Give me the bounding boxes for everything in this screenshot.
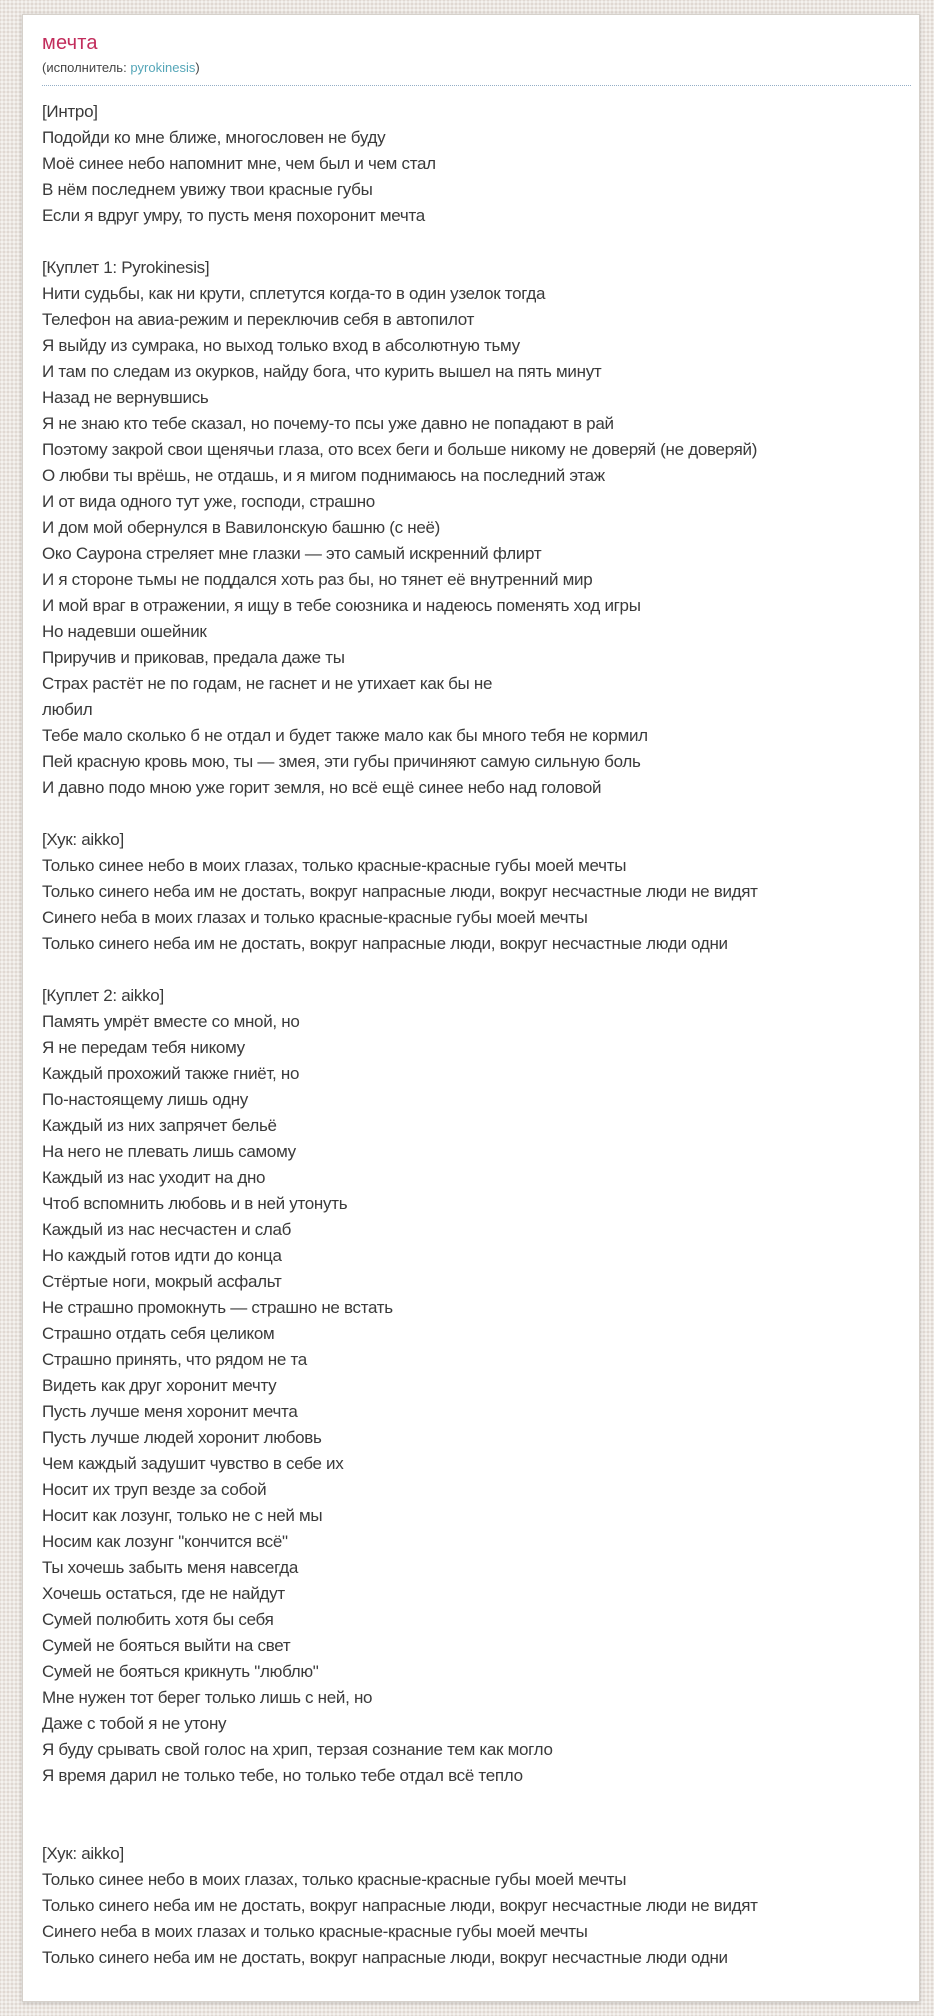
lyrics-line: И мой враг в отражении, я ищу в тебе союзника и надеюсь поменять ход игры [42, 596, 641, 615]
lyrics-line: Синего неба в моих глазах и только красные-красные губы моей мечты [42, 908, 588, 927]
lyrics-line: Сумей полюбить хотя бы себя [42, 1610, 274, 1629]
lyrics-line: Носим как лозунг "кончится всё" [42, 1532, 288, 1551]
lyrics-line: Пусть лучше людей хоронит любовь [42, 1428, 322, 1447]
lyrics-line: Носит как лозунг, только не с ней мы [42, 1506, 323, 1525]
lyrics-line: Каждый прохожий также гниёт, но [42, 1064, 300, 1083]
artist-link[interactable]: pyrokinesis [130, 60, 196, 75]
lyrics-line: Хочешь остаться, где не найдут [42, 1584, 285, 1603]
lyrics-line: Тебе мало сколько б не отдал и будет также мало как бы много тебя не кормил [42, 726, 648, 745]
lyrics-line: Только синее небо в моих глазах, только красные-красные губы моей мечты [42, 856, 627, 875]
lyrics-section [42, 983, 919, 1789]
lyrics-section [42, 1841, 919, 1971]
lyrics-line: Стёртые ноги, мокрый асфальт [42, 1272, 282, 1291]
lyrics-section [42, 99, 919, 229]
lyrics-line: Я время дарил не только тебе, но только тебе отдал всё тепло [42, 1766, 523, 1785]
lyrics-line: По-настоящему лишь одну [42, 1090, 248, 1109]
section-header: [Интро] [42, 102, 98, 121]
lyrics-line: Пей красную кровь мою, ты — змея, эти губы причиняют самую сильную боль [42, 752, 641, 771]
lyrics-line: Пусть лучше меня хоронит мечта [42, 1402, 298, 1421]
lyrics-line: Только синее небо в моих глазах, только красные-красные губы моей мечты [42, 1870, 627, 1889]
lyrics-line: Только синего неба им не достать, вокруг напрасные люди, вокруг несчастные люди одни [42, 934, 728, 953]
lyrics-line: Сумей не бояться крикнуть "люблю" [42, 1662, 319, 1681]
lyrics-line: И дом мой обернулся в Вавилонскую башню (с неё) [42, 518, 441, 537]
lyrics-line: Око Саурона стреляет мне глазки — это самый искренний флирт [42, 544, 542, 563]
lyrics-line: Назад не вернувшись [42, 388, 209, 407]
lyrics-line: На него не плевать лишь самому [42, 1142, 296, 1161]
artist-label: (исполнитель: [42, 60, 127, 75]
lyrics-card [22, 14, 920, 2002]
section-header: [Куплет 2: aikko] [42, 986, 164, 1005]
section-header: [Куплет 1: Pyrokinesis] [42, 258, 210, 277]
lyrics-line: Страшно принять, что рядом не та [42, 1350, 307, 1369]
lyrics-line: Каждый из нас уходит на дно [42, 1168, 266, 1187]
lyrics-line: Я буду срывать свой голос на хрип, терзая сознание тем как могло [42, 1740, 553, 1759]
lyrics-line: Только синего неба им не достать, вокруг напрасные люди, вокруг несчастные люди не видят [42, 1896, 758, 1915]
lyrics-line: И там по следам из окурков, найду бога, что курить вышел на пять минут [42, 362, 602, 381]
lyrics-line: Я выйду из сумрака, но выход только вход в абсолютную тьму [42, 336, 520, 355]
lyrics-line: Моё синее небо напомнит мне, чем был и чем стал [42, 154, 436, 173]
lyrics-line: Чем каждый задушит чувство в себе их [42, 1454, 344, 1473]
lyrics-line: Память умрёт вместе со мной, но [42, 1012, 300, 1031]
lyrics-line: Но каждый готов идти до конца [42, 1246, 282, 1265]
lyrics-line: Каждый из них запрячет бельё [42, 1116, 277, 1135]
lyrics-line: В нём последнем увижу твои красные губы [42, 180, 373, 199]
lyrics-line: Телефон на авиа-режим и переключив себя в автопилот [42, 310, 475, 329]
lyrics-line: Страшно отдать себя целиком [42, 1324, 275, 1343]
lyrics-line: Приручив и приковав, предала даже ты [42, 648, 345, 667]
lyrics-line: Видеть как друг хоронит мечту [42, 1376, 277, 1395]
song-title: мечта [42, 32, 98, 54]
lyrics-line: Носит их труп везде за собой [42, 1480, 267, 1499]
song-header [42, 31, 911, 86]
section-header: [Хук: aikko] [42, 1844, 124, 1863]
lyrics-line: Страх растёт не по годам, не гаснет и не утихает как бы не [42, 674, 493, 693]
lyrics-line: любил [42, 700, 93, 719]
lyrics-line: Но надевши ошейник [42, 622, 207, 641]
lyrics-line: Только синего неба им не достать, вокруг напрасные люди, вокруг несчастные люди не видят [42, 882, 758, 901]
artist-label-close: ) [195, 60, 200, 75]
lyrics-section [42, 255, 919, 801]
lyrics-line: Не страшно промокнуть — страшно не встать [42, 1298, 393, 1317]
lyrics-line: Ты хочешь забыть меня навсегда [42, 1558, 298, 1577]
lyrics-line: Синего неба в моих глазах и только красные-красные губы моей мечты [42, 1922, 588, 1941]
lyrics-line: Подойди ко мне ближе, многословен не буду [42, 128, 386, 147]
lyrics-line: Каждый из нас несчастен и слаб [42, 1220, 292, 1239]
lyrics-section [42, 827, 919, 957]
lyrics-line: Даже с тобой я не утону [42, 1714, 227, 1733]
lyrics-line: Нити судьбы, как ни крути, сплетутся когда-то в один узелок тогда [42, 284, 546, 303]
lyrics-line: Только синего неба им не достать, вокруг напрасные люди, вокруг несчастные люди одни [42, 1948, 728, 1967]
artist-line [42, 60, 911, 76]
lyrics [42, 99, 919, 1971]
lyrics-line: И от вида одного тут уже, господи, страшно [42, 492, 375, 511]
lyrics-line: Чтоб вспомнить любовь и в ней утонуть [42, 1194, 348, 1213]
lyrics-line: Если я вдруг умру, то пусть меня похоронит мечта [42, 206, 425, 225]
lyrics-line: Сумей не бояться выйти на свет [42, 1636, 291, 1655]
lyrics-line: Поэтому закрой свои щенячьи глаза, ото всех беги и больше никому не доверяй (не доверяй) [42, 440, 758, 459]
lyrics-line: Я не передам тебя никому [42, 1038, 245, 1057]
lyrics-line: Мне нужен тот берег только лишь с ней, но [42, 1688, 373, 1707]
lyrics-line: И я стороне тьмы не поддался хоть раз бы, но тянет её внутренний мир [42, 570, 593, 589]
section-header: [Хук: aikko] [42, 830, 124, 849]
lyrics-line: О любви ты врёшь, не отдашь, и я мигом поднимаюсь на последний этаж [42, 466, 605, 485]
lyrics-line: Я не знаю кто тебе сказал, но почему-то псы уже давно не попадают в рай [42, 414, 614, 433]
lyrics-line: И давно подо мною уже горит земля, но всё ещё синее небо над головой [42, 778, 602, 797]
